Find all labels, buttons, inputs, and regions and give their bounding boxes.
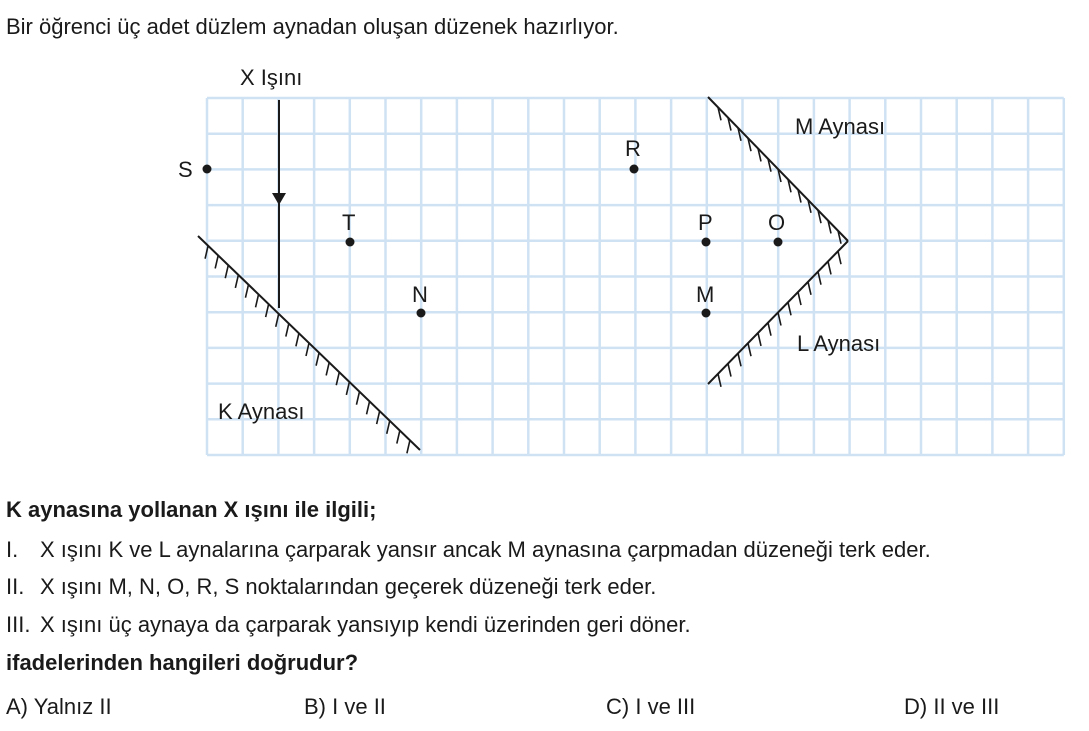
hatch-mark [286,324,289,337]
option-b-key: B) [304,694,326,719]
hatch-mark [326,362,329,375]
option-a-key: A) [6,694,28,719]
hatch-mark [296,333,299,346]
question-heading: K aynasına yollanan X ışını ile ilgili; [6,497,377,522]
option-b-text: I ve II [332,694,386,719]
option-d-key: D) [904,694,928,719]
point-o-label: O [768,210,786,235]
option-c[interactable] [606,694,695,720]
hatch-mark [818,272,821,285]
point-m-label: M [696,282,715,307]
point-s [203,165,212,174]
hatch-mark [266,304,269,317]
point-n-label: N [412,282,428,307]
hatch-mark [808,282,811,295]
point-o [774,238,783,247]
option-c-text: I ve III [635,694,696,719]
point-t-label: T [342,210,356,235]
hatch-mark [306,343,309,356]
point-r [630,165,639,174]
point-t [346,238,355,247]
point-n [417,309,426,318]
mirror-k-label: K Aynası [218,399,305,424]
point-s-label: S [178,157,193,182]
option-b[interactable] [304,694,386,720]
hatch-mark [748,343,751,356]
hatch-mark [838,251,841,264]
hatch-mark [356,392,359,405]
point-m [702,309,711,318]
hatch-mark [407,440,410,453]
x-ray-label: X Işını [240,65,303,90]
mirror-m-label: M Aynası [795,114,886,139]
statement-2-number: II. [6,574,25,599]
hatch-mark [758,333,761,346]
hatch-mark [768,323,771,336]
statement-3 [6,612,691,638]
hatch-mark [798,292,801,305]
statement-1 [6,537,931,563]
hatch-mark [367,401,370,414]
option-a-text: Yalnız II [33,694,112,719]
option-c-key: C) [606,694,630,719]
statement-3-text: X ışını üç aynaya da çarparak yansıyıp kendi üzerinden geri döner. [40,612,691,637]
hatch-mark [316,353,319,366]
intro-text: Bir öğrenci üç adet düzlem aynadan oluşan düzenek hazırlıyor. [6,14,619,39]
hatch-mark [245,285,248,298]
hatch-mark [215,255,218,268]
point-r-label: R [625,136,641,161]
option-d-text: II ve III [933,694,1000,719]
point-p-label: P [698,210,713,235]
hatch-mark [728,364,731,377]
mirror-diagram [0,50,1089,470]
option-a[interactable] [6,694,112,720]
hatch-mark [387,421,390,434]
statement-2-text: X ışını M, N, O, R, S noktalarından geçerek düzeneği terk eder. [40,574,657,599]
option-d[interactable] [904,694,999,720]
hatch-mark [397,431,400,444]
hatch-mark [256,294,259,307]
hatch-mark [738,353,741,366]
question-prompt: ifadelerinden hangileri doğrudur? [6,650,359,675]
hatch-mark [377,411,380,424]
ray-arrowhead [272,193,286,205]
statement-1-text: X ışını K ve L aynalarına çarparak yansır ancak M aynasına çarpmadan düzeneği terk eder. [40,537,931,562]
statement-1-number: I. [6,537,19,562]
mirror-l-label: L Aynası [797,331,881,356]
statement-3-number: III. [6,612,31,637]
statement-2 [6,574,656,600]
mirror-l-hatching [718,251,841,387]
hatch-mark [828,261,831,274]
point-p [702,238,711,247]
